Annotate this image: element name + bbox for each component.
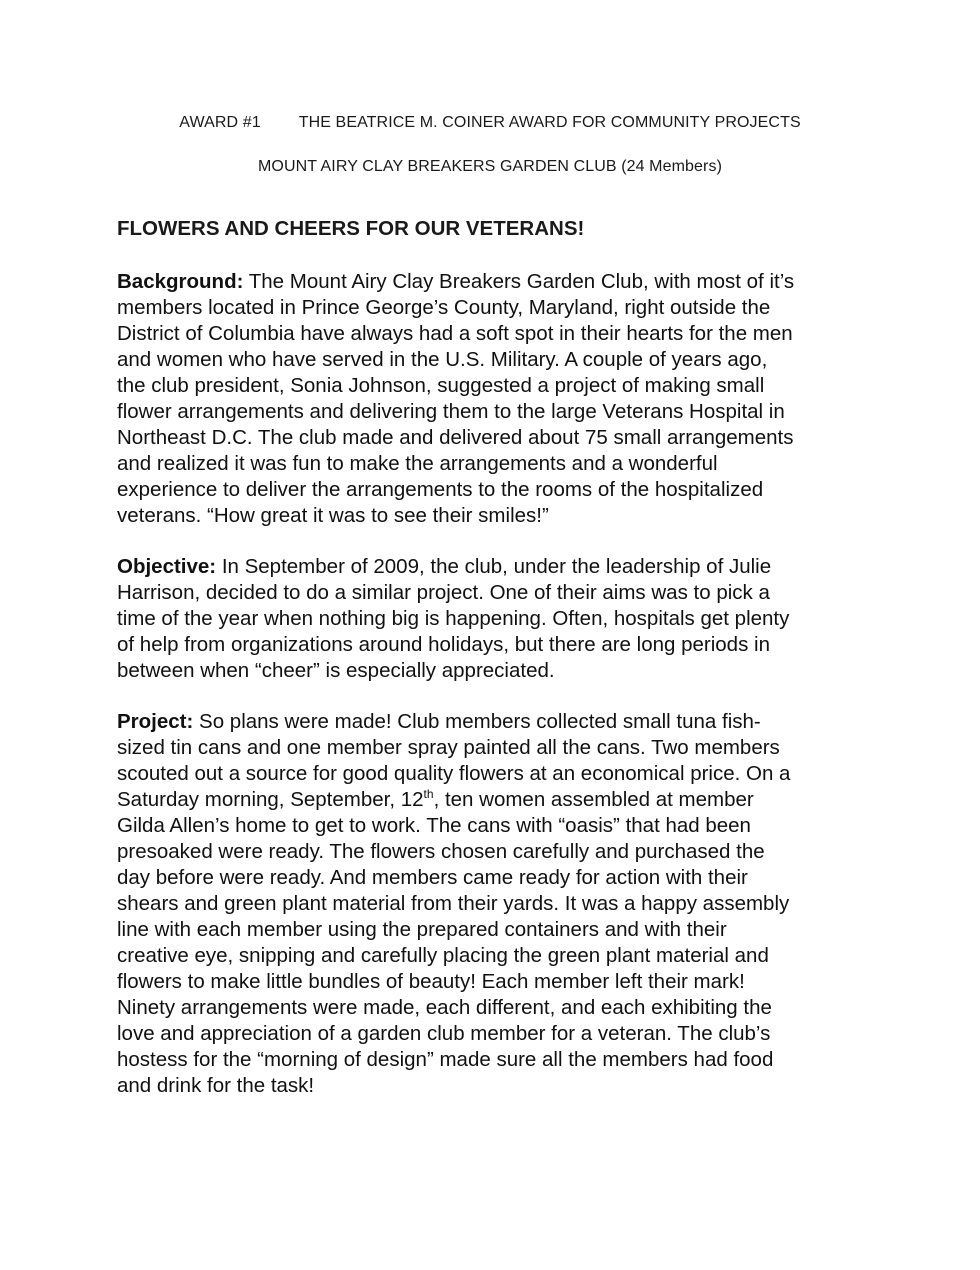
project-line: Project: So plans were made! Club members collected small tuna fish- (117, 710, 761, 733)
project-line: Gilda Allen’s home to get to work. The cans with “oasis” that had been (117, 814, 751, 837)
project-line: flowers to make little bundles of beauty! Each member left their mark! (117, 970, 745, 993)
objective-line: Objective: In September of 2009, the club, under the leadership of Julie (117, 555, 772, 578)
project-line: day before were ready. And members came ready for action with their (117, 866, 748, 889)
objective-label: Objective: (117, 555, 217, 578)
project-line: and drink for the task! (117, 1074, 315, 1097)
background-line: veterans. “How great it was to see their smiles!” (117, 504, 549, 527)
club-name-line: MOUNT AIRY CLAY BREAKERS GARDEN CLUB (24 Members) (258, 158, 722, 175)
background-line: experience to deliver the arrangements to the rooms of the hospitalized (117, 478, 764, 501)
background-line: and realized it was fun to make the arrangements and a wonderful (117, 452, 718, 475)
project-line: hostess for the “morning of design” made sure all the members had food (117, 1048, 774, 1071)
project-line: Ninety arrangements were made, each different, and each exhibiting the (117, 996, 772, 1019)
background-label: Background: (117, 270, 244, 293)
background-line: and women who have served in the U.S. Military. A couple of years ago, (117, 348, 768, 371)
project-line: Saturday morning, September, 12th, ten women assembled at member (117, 787, 754, 811)
award-heading (0, 114, 980, 132)
objective-line: between when “cheer” is especially appreciated. (117, 659, 555, 682)
project-line: presoaked were ready. The flowers chosen carefully and purchased the (117, 840, 765, 863)
award-number: AWARD #1 (179, 114, 261, 131)
project-line: love and appreciation of a garden club member for a veteran. The club’s (117, 1022, 771, 1045)
background-line: District of Columbia have always had a soft spot in their hearts for the men (117, 322, 793, 345)
project-line: shears and green plant material from their yards. It was a happy assembly (117, 892, 790, 915)
background-line: Northeast D.C. The club made and delivered about 75 small arrangements (117, 426, 794, 449)
project-line: creative eye, snipping and carefully placing the green plant material and (117, 944, 769, 967)
background-line: flower arrangements and delivering them to the large Veterans Hospital in (117, 400, 785, 423)
background-line: Background: The Mount Airy Clay Breakers Garden Club, with most of it’s (117, 270, 795, 293)
objective-line: of help from organizations around holidays, but there are long periods in (117, 633, 770, 656)
project-line: line with each member using the prepared containers and with their (117, 918, 727, 941)
background-line: the club president, Sonia Johnson, suggested a project of making small (117, 374, 765, 397)
background-line: members located in Prince George’s County, Maryland, right outside the (117, 296, 771, 319)
project-line: sized tin cans and one member spray painted all the cans. Two members (117, 736, 780, 759)
award-name: THE BEATRICE M. COINER AWARD FOR COMMUNITY PROJECTS (298, 114, 801, 131)
project-label: Project: (117, 710, 194, 733)
document-title: FLOWERS AND CHEERS FOR OUR VETERANS! (117, 217, 585, 240)
objective-line: Harrison, decided to do a similar project. One of their aims was to pick a (117, 581, 770, 604)
ordinal-suffix: th (423, 787, 434, 802)
project-line: scouted out a source for good quality flowers at an economical price. On a (117, 762, 791, 785)
objective-line: time of the year when nothing big is happening. Often, hospitals get plenty (117, 607, 790, 630)
